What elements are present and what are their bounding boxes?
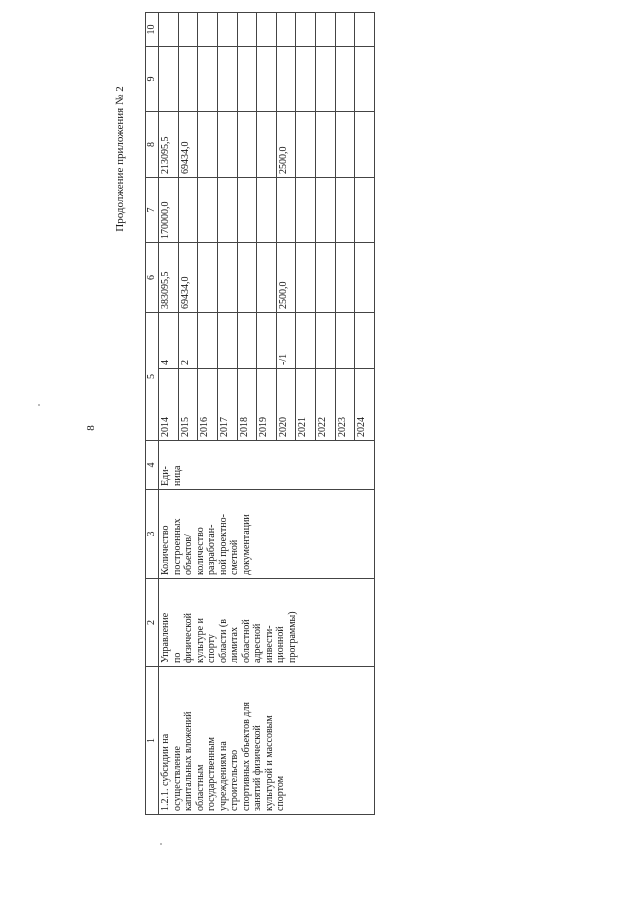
value-cell-col5 bbox=[257, 313, 277, 369]
header-col-8: 8 bbox=[146, 112, 159, 178]
value-cell-col9 bbox=[355, 47, 375, 112]
value-cell-col7 bbox=[217, 178, 237, 243]
header-col-2: 2 bbox=[146, 579, 159, 667]
indicator-cell: Количество построенных объектов/ количество разработан- ной проектно- сметной документации bbox=[159, 490, 375, 579]
value-cell-col7 bbox=[257, 178, 277, 243]
value-cell-col9 bbox=[335, 47, 355, 112]
scan-speck bbox=[38, 404, 40, 406]
value-cell-col6 bbox=[217, 243, 237, 313]
value-cell-col7 bbox=[178, 178, 198, 243]
header-col-10: 10 bbox=[146, 13, 159, 47]
year-cell: 2017 bbox=[217, 369, 237, 441]
value-cell-col10 bbox=[296, 13, 316, 47]
value-cell-col6: 69434,0 bbox=[178, 243, 198, 313]
value-cell-col9 bbox=[316, 47, 336, 112]
value-cell-col8 bbox=[237, 112, 257, 178]
year-cell: 2015 bbox=[178, 369, 198, 441]
value-cell-col6 bbox=[198, 243, 218, 313]
header-col-5: 5 bbox=[146, 313, 159, 441]
year-cell: 2023 bbox=[335, 369, 355, 441]
value-cell-col5 bbox=[237, 313, 257, 369]
value-cell-col10 bbox=[159, 13, 179, 47]
header-col-6: 6 bbox=[146, 243, 159, 313]
value-cell-col5: 2 bbox=[178, 313, 198, 369]
header-col-1: 1 bbox=[146, 667, 159, 815]
continuation-title-text: Продолжение приложения № 2 bbox=[114, 86, 126, 232]
scan-speck bbox=[160, 843, 162, 845]
value-cell-col10 bbox=[198, 13, 218, 47]
value-cell-col6 bbox=[296, 243, 316, 313]
value-cell-col10 bbox=[316, 13, 336, 47]
value-cell-col5 bbox=[355, 313, 375, 369]
value-cell-col6 bbox=[355, 243, 375, 313]
header-col-4: 4 bbox=[146, 441, 159, 490]
value-cell-col9 bbox=[198, 47, 218, 112]
year-cell: 2020 bbox=[276, 369, 296, 441]
value-cell-col7 bbox=[296, 178, 316, 243]
value-cell-col9 bbox=[178, 47, 198, 112]
year-cell: 2016 bbox=[198, 369, 218, 441]
value-cell-col8 bbox=[296, 112, 316, 178]
measure-name-cell: 1.2.1. субсидии на осуществление капитальных вложений областным государственным учреждениям на строительство спортивных объектов для занятий физической культурой и массовым спортом bbox=[159, 667, 375, 815]
value-cell-col10 bbox=[355, 13, 375, 47]
value-cell-col7 bbox=[276, 178, 296, 243]
value-cell-col5 bbox=[198, 313, 218, 369]
value-cell-col6 bbox=[237, 243, 257, 313]
value-cell-col5 bbox=[217, 313, 237, 369]
value-cell-col7 bbox=[335, 178, 355, 243]
year-cell: 2014 bbox=[159, 369, 179, 441]
value-cell-col5: -/1 bbox=[276, 313, 296, 369]
value-cell-col5 bbox=[335, 313, 355, 369]
value-cell-col8: 69434,0 bbox=[178, 112, 198, 178]
program-table bbox=[145, 12, 375, 815]
value-cell-col8: 213095,5 bbox=[159, 112, 179, 178]
value-cell-col7 bbox=[198, 178, 218, 243]
year-cell: 2019 bbox=[257, 369, 277, 441]
value-cell-col9 bbox=[237, 47, 257, 112]
value-cell-col8 bbox=[257, 112, 277, 178]
header-col-3: 3 bbox=[146, 490, 159, 579]
header-col-7: 7 bbox=[146, 178, 159, 243]
value-cell-col8 bbox=[316, 112, 336, 178]
year-cell: 2021 bbox=[296, 369, 316, 441]
value-cell-col10 bbox=[217, 13, 237, 47]
value-cell-col6: 2500,0 bbox=[276, 243, 296, 313]
value-cell-col9 bbox=[159, 47, 179, 112]
value-cell-col5: 4 bbox=[159, 313, 179, 369]
value-cell-col6 bbox=[335, 243, 355, 313]
value-cell-col8 bbox=[335, 112, 355, 178]
value-cell-col7 bbox=[237, 178, 257, 243]
value-cell-col5 bbox=[316, 313, 336, 369]
year-cell: 2024 bbox=[355, 369, 375, 441]
value-cell-col6 bbox=[316, 243, 336, 313]
value-cell-col8 bbox=[355, 112, 375, 178]
value-cell-col10 bbox=[237, 13, 257, 47]
value-cell-col10 bbox=[276, 13, 296, 47]
value-cell-col9 bbox=[296, 47, 316, 112]
table-body bbox=[159, 13, 375, 815]
value-cell-col7: 170000,0 bbox=[159, 178, 179, 243]
header-col-9: 9 bbox=[146, 47, 159, 112]
value-cell-col9 bbox=[257, 47, 277, 112]
value-cell-col6 bbox=[257, 243, 277, 313]
value-cell-col8 bbox=[217, 112, 237, 178]
responsible-executor-cell: Управление по физической культуре и спорту области (в лимитах областной адресной инвести- ционной программы) bbox=[159, 579, 375, 667]
header-row bbox=[146, 13, 159, 815]
value-cell-col9 bbox=[276, 47, 296, 112]
value-cell-col8 bbox=[198, 112, 218, 178]
table-row bbox=[159, 13, 179, 815]
value-cell-col10 bbox=[335, 13, 355, 47]
value-cell-col10 bbox=[178, 13, 198, 47]
unit-cell: Еди- ница bbox=[159, 441, 375, 490]
value-cell-col7 bbox=[355, 178, 375, 243]
value-cell-col7 bbox=[316, 178, 336, 243]
year-cell: 2018 bbox=[237, 369, 257, 441]
value-cell-col10 bbox=[257, 13, 277, 47]
value-cell-col8: 2500,0 bbox=[276, 112, 296, 178]
page-number: 8 bbox=[85, 425, 97, 431]
value-cell-col6: 383095,5 bbox=[159, 243, 179, 313]
value-cell-col5 bbox=[296, 313, 316, 369]
value-cell-col9 bbox=[217, 47, 237, 112]
year-cell: 2022 bbox=[316, 369, 336, 441]
